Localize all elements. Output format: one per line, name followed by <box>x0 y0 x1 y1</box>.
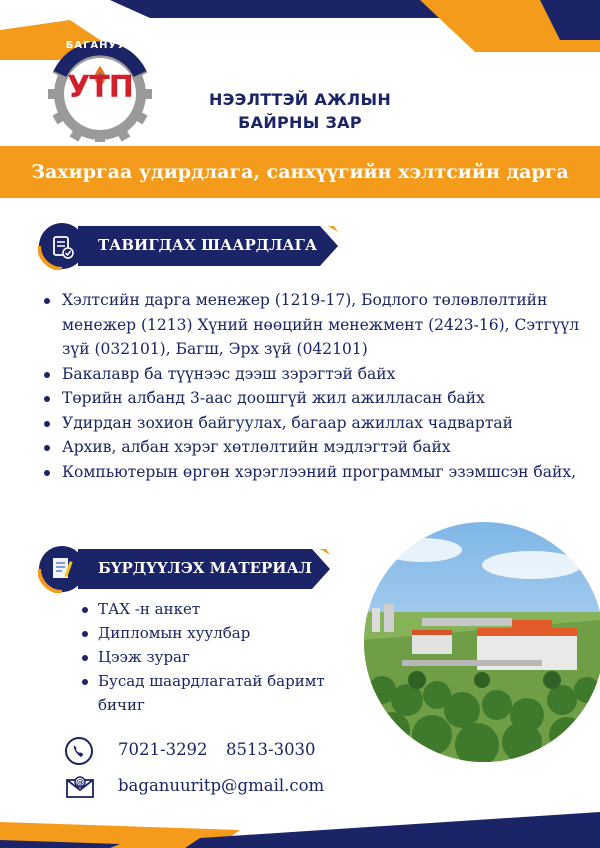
list-item: ТАХ -н анкет <box>78 597 378 621</box>
requirements-heading: ТАВИГДАХ ШААРДЛАГА <box>98 236 318 254</box>
list-item: Цээж зураг <box>78 645 378 669</box>
header-title-line2: БАЙРНЫ ЗАР <box>238 113 362 132</box>
clipboard-icon <box>48 555 76 583</box>
list-item: Удирдан зохион байгуулах, багаар ажиллах чадвартай <box>40 411 585 436</box>
bottom-decoration <box>0 800 600 848</box>
svg-text:@: @ <box>76 778 84 787</box>
list-item: Компьютерын өргөн хэрэглээний программыг эзэмшсэн байх, <box>40 460 585 485</box>
list-item: Дипломын хуулбар <box>78 621 378 645</box>
logo-letters: УТП <box>67 70 133 105</box>
email-icon <box>64 772 96 800</box>
list-item: Хэлтсийн дарга менежер (1219-17), Бодлого төлөвлөлтийн менежер (1213) Хүний нөөцийн менежмент (2423-16), Сэтгүүл зүй (032101), Багш, Эрх зүй (042101) <box>40 288 585 362</box>
phone-number-1[interactable]: 7021-3292 <box>118 740 208 759</box>
logo-arc-text: БАГАНУУР <box>65 40 135 51</box>
materials-list <box>78 597 378 717</box>
list-item: Төрийн албанд 3-аас доошгүй жил ажилласан байх <box>40 386 585 411</box>
phone-icon <box>64 736 94 766</box>
requirements-list <box>40 288 585 484</box>
list-item: Архив, албан хэрэг хөтлөлтийн мэдлэгтэй байх <box>40 435 585 460</box>
industrial-park-illustration <box>362 520 600 765</box>
email-address[interactable]: baganuuritp@gmail.com <box>118 776 325 795</box>
list-item: Бакалавр ба түүнээс дээш зэрэгтэй байх <box>40 362 585 387</box>
position-title: Захиргаа удирдлага, санхүүгийн хэлтсийн дарга <box>31 161 569 183</box>
materials-heading: БҮРДҮҮЛЭХ МАТЕРИАЛ <box>98 559 312 577</box>
document-check-icon <box>50 234 76 260</box>
phone-number-2[interactable]: 8513-3030 <box>226 740 316 759</box>
list-item: Бусад шаардлагатай баримт бичиг <box>78 669 348 717</box>
header-title-line1: НЭЭЛТТЭЙ АЖЛЫН <box>208 90 392 109</box>
